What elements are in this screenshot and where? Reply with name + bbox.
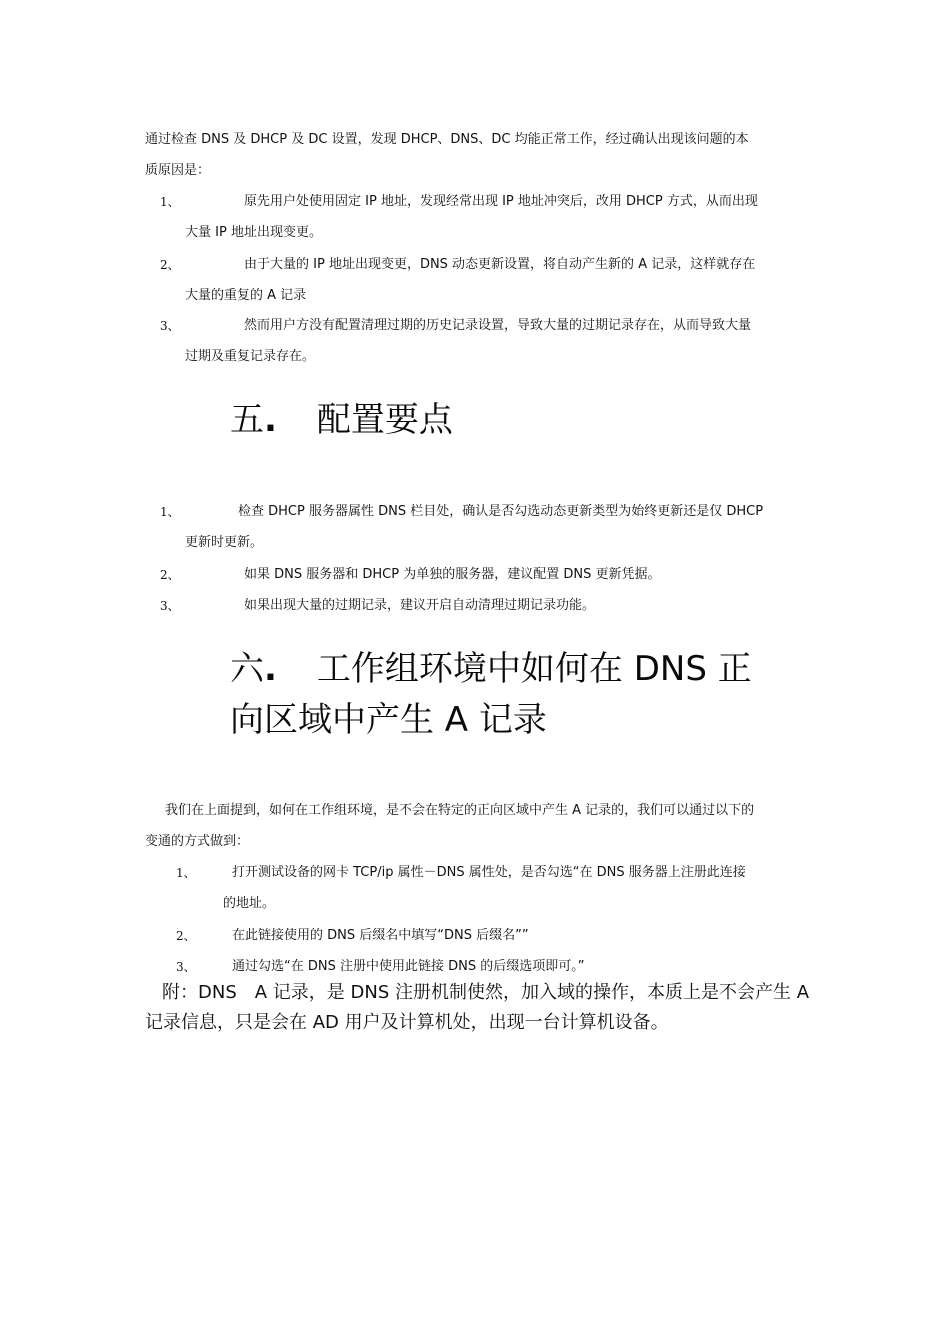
cause-3-line-1: 然而用户方没有配置清理过期的历史记录设置，导致大量的过期记录存在，从而导致大量 (244, 318, 752, 333)
section-6-body-line-1: 我们在上面提到，如何在工作组环境，是不会在特定的正向区域中产生 A 记录的，我们可以通过以下的 (165, 803, 755, 818)
intro-line-1: 通过检查 DNS 及 DHCP 及 DC 设置，发现 DHCP、DNS、DC 均能正常工作，经过确认出现该问题的本 (145, 132, 749, 147)
cause-3-number: 3、 (160, 319, 180, 333)
section-5-heading (230, 394, 453, 446)
cause-2-line-2: 大量的重复的 A 记录 (185, 288, 307, 303)
config-3-number: 3、 (160, 599, 180, 613)
cause-3-line-2: 过期及重复记录存在。 (185, 349, 316, 364)
step-1-number: 1、 (176, 866, 196, 880)
step-3-number: 3、 (176, 960, 196, 974)
cause-1-number: 1、 (160, 195, 180, 209)
section-6-heading-line-1 (230, 643, 752, 695)
section-5-number: 五 (230, 400, 264, 440)
cause-2-line-1: 由于大量的 IP 地址出现变更，DNS 动态更新设置，将自动产生新的 A 记录，这样就存在 (244, 257, 756, 272)
config-3-line-1: 如果出现大量的过期记录，建议开启自动清理过期记录功能。 (244, 598, 596, 613)
cause-2-number: 2、 (160, 258, 180, 272)
intro-line-2: 质原因是： (145, 163, 211, 178)
step-1-line-1: 打开测试设备的网卡 TCP/ip 属性－DNS 属性处，是否勾选“在 DNS 服务器上注册此连接 (232, 865, 746, 880)
config-1-line-2: 更新时更新。 (185, 535, 264, 550)
appendix-line-2: 记录信息，只是会在 AD 用户及计算机处，出现一台计算机设备。 (145, 1012, 669, 1033)
section-5-dot: . (264, 400, 277, 440)
cause-1-line-1: 原先用户处使用固定 IP 地址，发现经常出现 IP 地址冲突后，改用 DHCP 方式，从而出现 (244, 194, 758, 209)
appendix-line-1: 附：DNS A 记录，是 DNS 注册机制使然，加入域的操作，本质上是不会产生 A (162, 982, 810, 1003)
section-6-body-line-2: 变通的方式做到： (145, 834, 250, 849)
config-1-line-1: 检查 DHCP 服务器属性 DNS 栏目处，确认是否勾选动态更新类型为始终更新还是仅 DHCP (238, 504, 764, 519)
config-1-number: 1、 (160, 505, 180, 519)
section-6-number: 六 (230, 649, 264, 689)
cause-1-line-2: 大量 IP 地址出现变更。 (185, 225, 322, 240)
step-2-line-1: 在此链接使用的 DNS 后缀名中填写“DNS 后缀名”” (232, 928, 529, 943)
config-2-number: 2、 (160, 568, 180, 582)
section-6-dot: . (264, 649, 277, 689)
section-6-title-line-1: 工作组环境中如何在 DNS 正 (316, 649, 752, 689)
step-2-number: 2、 (176, 929, 196, 943)
step-1-line-2: 的地址。 (223, 896, 276, 911)
section-5-title: 配置要点 (316, 400, 453, 440)
step-3-line-1: 通过勾选“在 DNS 注册中使用此链接 DNS 的后缀选项即可。” (232, 959, 585, 974)
config-2-line-1: 如果 DNS 服务器和 DHCP 为单独的服务器，建议配置 DNS 更新凭据。 (244, 567, 661, 582)
section-6-title-line-2: 向区域中产生 A 记录 (230, 700, 547, 740)
